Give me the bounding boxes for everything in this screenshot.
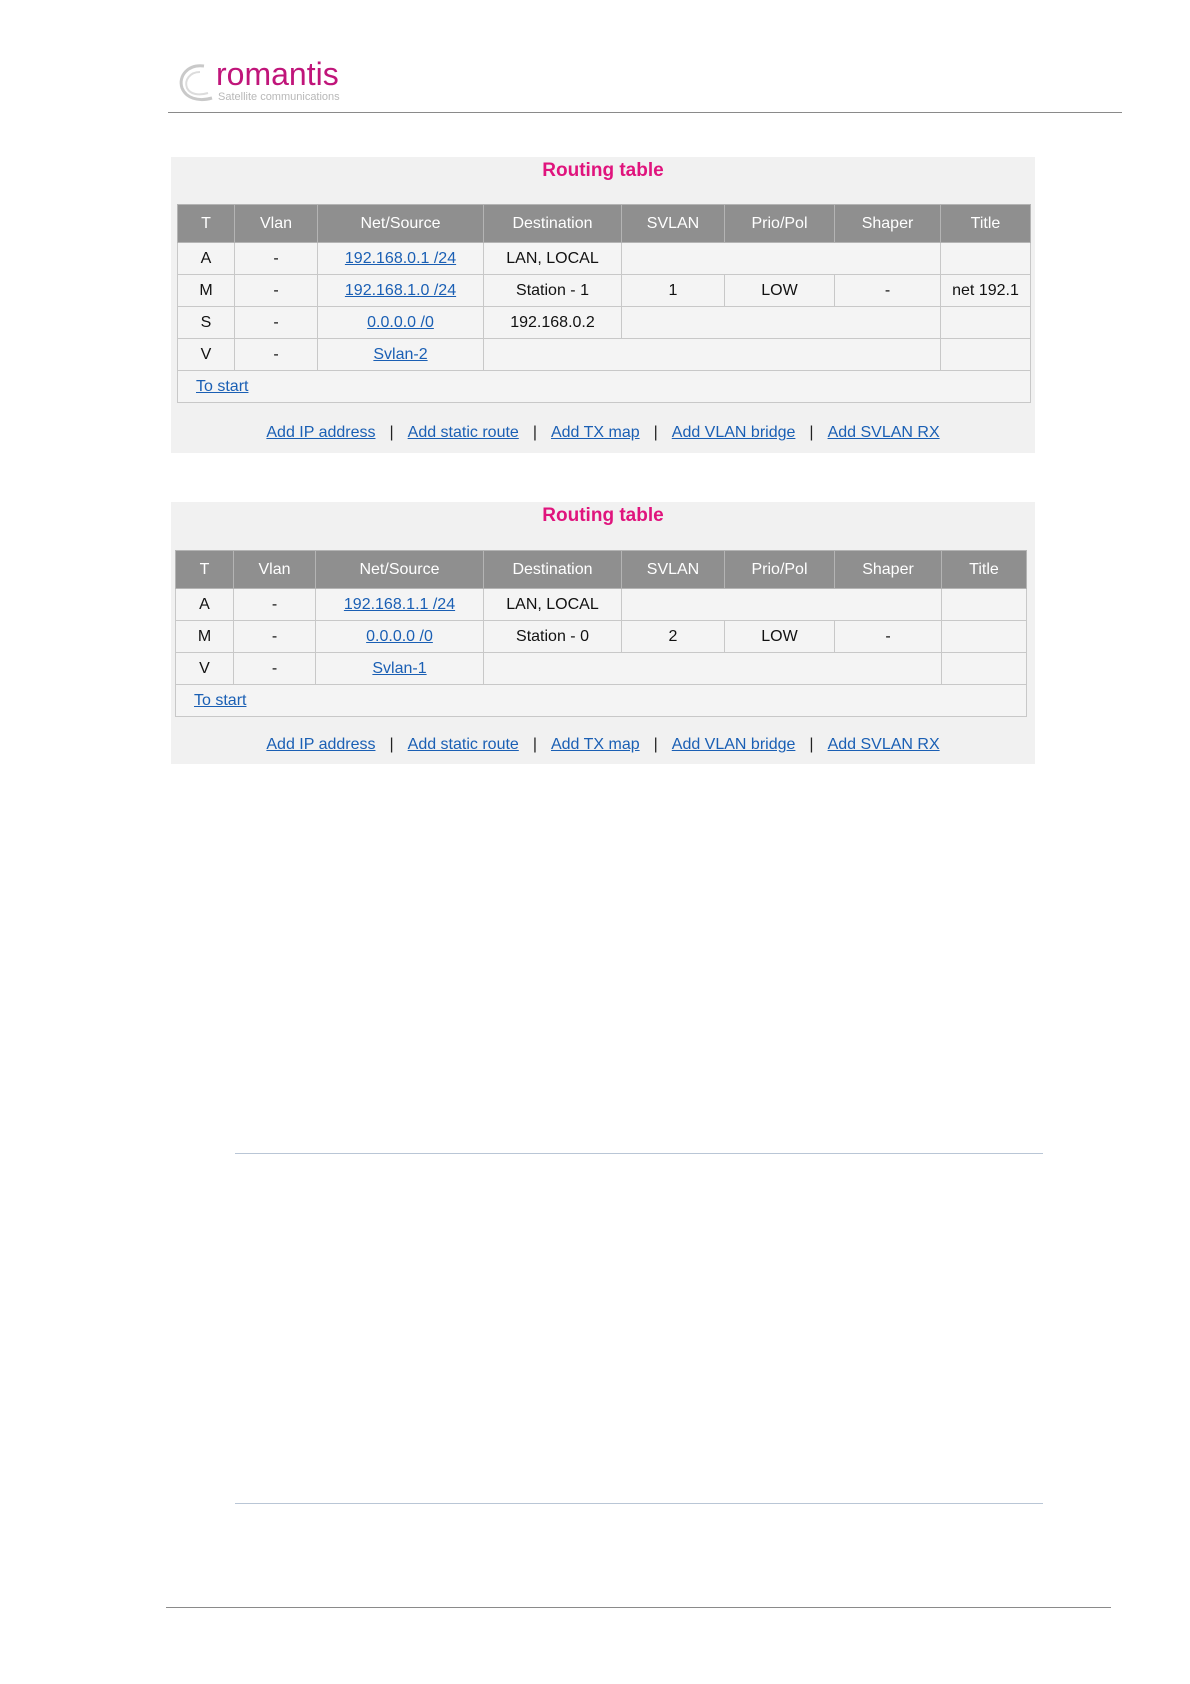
to-start-link[interactable]: To start — [194, 691, 247, 709]
svlan-cell: 2 — [622, 621, 725, 653]
destination-cell: Station - 1 — [484, 275, 622, 307]
vlan-cell: - — [234, 621, 316, 653]
table-row — [176, 653, 1027, 685]
add-static-route-link[interactable]: Add static route — [407, 736, 519, 753]
vlan-cell: - — [234, 589, 316, 621]
net-source-link[interactable]: 192.168.0.1 /24 — [344, 249, 457, 267]
vlan-cell: - — [235, 307, 318, 339]
destination-cell: 192.168.0.2 — [484, 307, 622, 339]
routing-panel-1 — [171, 157, 1035, 453]
shaper-cell: - — [835, 621, 942, 653]
net-cell — [318, 275, 484, 307]
type-cell: S — [178, 307, 235, 339]
logo-swoosh-icon — [178, 62, 214, 104]
separator: | — [809, 736, 814, 753]
type-cell: V — [178, 339, 235, 371]
add-static-route-link[interactable]: Add static route — [407, 424, 519, 441]
action-links — [171, 424, 1035, 442]
table-row — [176, 621, 1027, 653]
shaper-cell: - — [835, 275, 941, 307]
empty-cell — [622, 589, 942, 621]
column-header: Vlan — [234, 551, 316, 589]
column-header: Destination — [484, 205, 622, 243]
to-start-link[interactable]: To start — [196, 377, 249, 395]
section-rule — [235, 1503, 1043, 1504]
vlan-cell: - — [235, 339, 318, 371]
header-rule — [168, 112, 1122, 113]
separator: | — [653, 736, 658, 753]
net-source-link[interactable]: 0.0.0.0 /0 — [367, 313, 434, 331]
separator: | — [532, 424, 537, 441]
column-header: Shaper — [835, 205, 941, 243]
column-header: Prio/Pol — [725, 551, 835, 589]
net-source-link[interactable]: 192.168.1.1 /24 — [343, 595, 456, 613]
column-header: Vlan — [235, 205, 318, 243]
logo-wordmark: romantis — [216, 56, 339, 92]
title-cell — [942, 621, 1027, 653]
column-header: Net/Source — [318, 205, 484, 243]
add-vlan-bridge-link[interactable]: Add VLAN bridge — [671, 736, 796, 753]
empty-cell — [622, 243, 941, 275]
table-row — [178, 275, 1031, 307]
table-row — [178, 243, 1031, 275]
separator: | — [653, 424, 658, 441]
routing-table — [175, 550, 1027, 717]
column-header: Title — [941, 205, 1031, 243]
net-cell — [318, 339, 484, 371]
table-footer-row — [178, 371, 1031, 403]
title-cell — [941, 243, 1031, 275]
empty-cell — [622, 307, 941, 339]
separator: | — [532, 736, 537, 753]
net-source-link[interactable]: 192.168.1.0 /24 — [344, 281, 457, 299]
footer-rule — [166, 1607, 1111, 1608]
logo-tagline: Satellite communications — [218, 91, 340, 103]
table-row — [176, 589, 1027, 621]
vlan-cell: - — [235, 243, 318, 275]
column-header: Prio/Pol — [725, 205, 835, 243]
net-source-link[interactable]: Svlan-2 — [373, 345, 428, 363]
type-cell: V — [176, 653, 234, 685]
title-cell — [941, 339, 1031, 371]
type-cell: A — [178, 243, 235, 275]
action-links — [171, 736, 1035, 754]
column-header: T — [176, 551, 234, 589]
add-svlan-rx-link[interactable]: Add SVLAN RX — [827, 424, 940, 441]
vlan-cell: - — [234, 653, 316, 685]
column-header: Shaper — [835, 551, 942, 589]
panel-title: Routing table — [542, 505, 664, 526]
net-source-link[interactable]: 0.0.0.0 /0 — [366, 627, 433, 645]
table-row — [178, 307, 1031, 339]
type-cell: A — [176, 589, 234, 621]
add-tx-map-link[interactable]: Add TX map — [550, 424, 640, 441]
table-row — [178, 339, 1031, 371]
net-cell — [316, 653, 484, 685]
prio-cell: LOW — [725, 621, 835, 653]
separator: | — [389, 736, 394, 753]
empty-cell — [484, 653, 942, 685]
table-footer-row — [176, 685, 1027, 717]
title-cell: net 192.1 — [941, 275, 1031, 307]
add-vlan-bridge-link[interactable]: Add VLAN bridge — [671, 424, 796, 441]
to-start-cell — [176, 685, 1027, 717]
table-header-row — [178, 205, 1031, 243]
net-cell — [316, 621, 484, 653]
table-header-row — [176, 551, 1027, 589]
vlan-cell: - — [235, 275, 318, 307]
section-rule — [235, 1153, 1043, 1154]
destination-cell: LAN, LOCAL — [484, 243, 622, 275]
title-cell — [941, 307, 1031, 339]
separator: | — [389, 424, 394, 441]
add-ip-address-link[interactable]: Add IP address — [266, 736, 376, 753]
empty-cell — [484, 339, 941, 371]
column-header: Title — [942, 551, 1027, 589]
net-cell — [316, 589, 484, 621]
column-header: SVLAN — [622, 551, 725, 589]
type-cell: M — [178, 275, 235, 307]
title-cell — [942, 653, 1027, 685]
add-ip-address-link[interactable]: Add IP address — [266, 424, 376, 441]
routing-table — [177, 204, 1031, 403]
net-cell — [318, 307, 484, 339]
add-svlan-rx-link[interactable]: Add SVLAN RX — [827, 736, 940, 753]
prio-cell: LOW — [725, 275, 835, 307]
type-cell: M — [176, 621, 234, 653]
title-cell — [942, 589, 1027, 621]
routing-panel-2 — [171, 502, 1035, 764]
net-cell — [318, 243, 484, 275]
separator: | — [809, 424, 814, 441]
column-header: T — [178, 205, 235, 243]
column-header: Net/Source — [316, 551, 484, 589]
romantis-logo — [178, 56, 378, 106]
panel-title: Routing table — [542, 160, 664, 181]
add-tx-map-link[interactable]: Add TX map — [550, 736, 640, 753]
column-header: Destination — [484, 551, 622, 589]
column-header: SVLAN — [622, 205, 725, 243]
to-start-cell — [178, 371, 1031, 403]
svlan-cell: 1 — [622, 275, 725, 307]
net-source-link[interactable]: Svlan-1 — [372, 659, 427, 677]
destination-cell: Station - 0 — [484, 621, 622, 653]
destination-cell: LAN, LOCAL — [484, 589, 622, 621]
